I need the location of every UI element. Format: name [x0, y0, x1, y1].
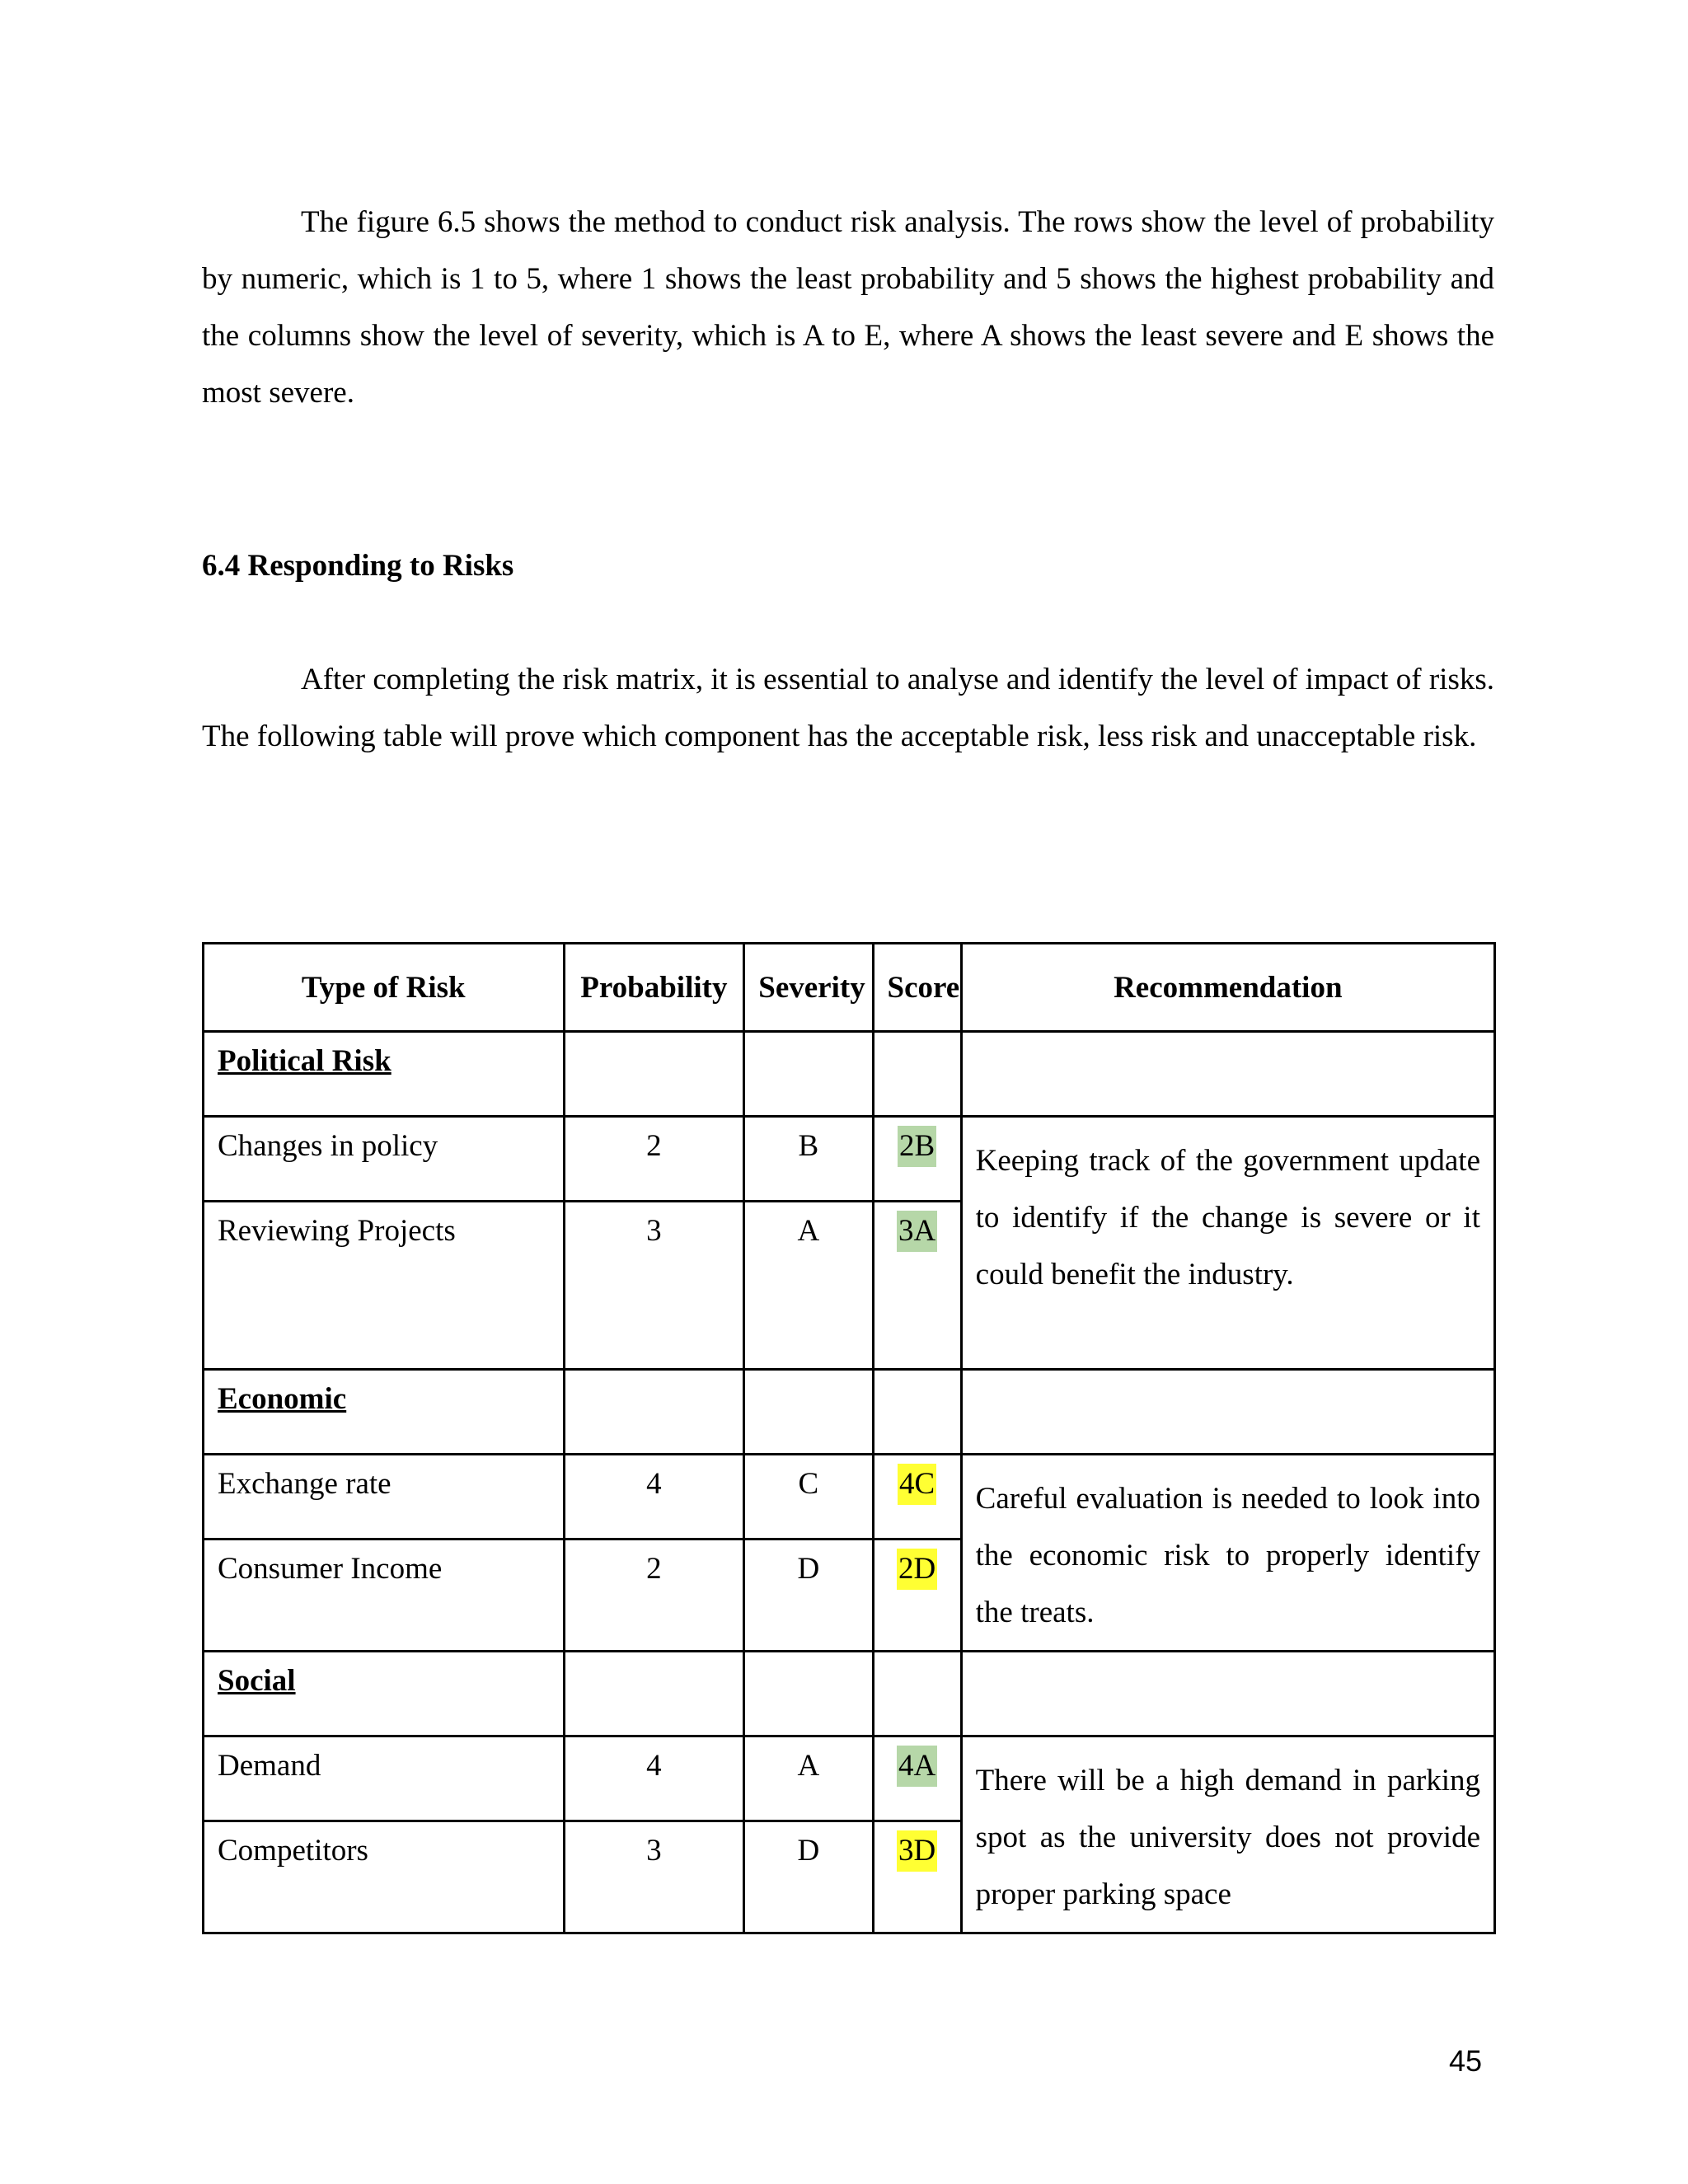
risk-type-cell: Exchange rate [204, 1455, 565, 1540]
intro-paragraph: The figure 6.5 shows the method to conduct risk analysis. The rows show the level of probability by numeric, which is 1 to 5, where 1 shows the least probability and 5 shows the highest probability and the columns show the level of severity, which is A to E, where A shows the least severe and E shows the most severe. [202, 205, 1494, 410]
score-cell [873, 1117, 961, 1202]
recommendation-cell: There will be a high demand in parking spot as the university does not provide proper parking space [961, 1736, 1494, 1933]
empty-cell [564, 1652, 744, 1736]
risk-type-cell: Reviewing Projects [204, 1202, 565, 1370]
empty-cell [744, 1032, 873, 1117]
category-cell [204, 1370, 565, 1455]
recommendation-cell: Careful evaluation is needed to look into the economic risk to properly identify the treats. [961, 1455, 1494, 1652]
category-label: Social [218, 1664, 296, 1698]
table-row [204, 1736, 1495, 1821]
section-heading: 6.4 Responding to Risks [202, 549, 514, 583]
table-header-row [204, 944, 1495, 1032]
empty-cell [961, 1032, 1494, 1117]
severity-cell: B [744, 1117, 873, 1202]
risk-type-cell: Demand [204, 1736, 565, 1821]
probability-cell: 2 [564, 1117, 744, 1202]
score-badge: 4C [898, 1464, 936, 1505]
empty-cell [961, 1652, 1494, 1736]
score-cell [873, 1821, 961, 1933]
risk-type-cell: Consumer Income [204, 1540, 565, 1652]
header-probability: Probability [564, 944, 744, 1032]
body-paragraph: After completing the risk matrix, it is essential to analyse and identify the level of impact of risks. The following table will prove which component has the acceptable risk, less risk and unacceptable risk. [202, 663, 1494, 753]
score-badge: 4A [897, 1746, 937, 1787]
empty-cell [961, 1370, 1494, 1455]
header-severity: Severity [744, 944, 873, 1032]
score-badge: 2D [897, 1549, 937, 1590]
category-cell [204, 1032, 565, 1117]
severity-cell: A [744, 1736, 873, 1821]
empty-cell [873, 1652, 961, 1736]
risk-table [202, 942, 1496, 1934]
severity-cell: D [744, 1821, 873, 1933]
severity-cell: A [744, 1202, 873, 1370]
header-type-of-risk: Type of Risk [204, 944, 565, 1032]
empty-cell [564, 1032, 744, 1117]
category-label: Economic [218, 1382, 347, 1416]
score-badge: 3A [897, 1211, 937, 1252]
severity-cell: D [744, 1540, 873, 1652]
probability-cell: 2 [564, 1540, 744, 1652]
empty-cell [873, 1032, 961, 1117]
page-number: 45 [1449, 2044, 1483, 2078]
header-recommendation: Recommendation [961, 944, 1494, 1032]
risk-type-cell: Changes in policy [204, 1117, 565, 1202]
header-score: Score [873, 944, 961, 1032]
probability-cell: 4 [564, 1736, 744, 1821]
score-cell [873, 1202, 961, 1370]
category-label: Political Risk [218, 1044, 392, 1078]
category-cell [204, 1652, 565, 1736]
score-badge: 2B [898, 1126, 936, 1167]
category-row [204, 1032, 1495, 1117]
empty-cell [873, 1370, 961, 1455]
table-row [204, 1117, 1495, 1202]
probability-cell: 3 [564, 1202, 744, 1370]
score-cell [873, 1540, 961, 1652]
empty-cell [744, 1370, 873, 1455]
score-badge: 3D [897, 1830, 937, 1872]
empty-cell [744, 1652, 873, 1736]
score-cell [873, 1736, 961, 1821]
recommendation-cell: Keeping track of the government update to identify if the change is severe or it could benefit the industry. [961, 1117, 1494, 1370]
category-row [204, 1652, 1495, 1736]
risk-type-cell: Competitors [204, 1821, 565, 1933]
empty-cell [564, 1370, 744, 1455]
score-cell [873, 1455, 961, 1540]
probability-cell: 3 [564, 1821, 744, 1933]
table-row [204, 1455, 1495, 1540]
category-row [204, 1370, 1495, 1455]
probability-cell: 4 [564, 1455, 744, 1540]
severity-cell: C [744, 1455, 873, 1540]
